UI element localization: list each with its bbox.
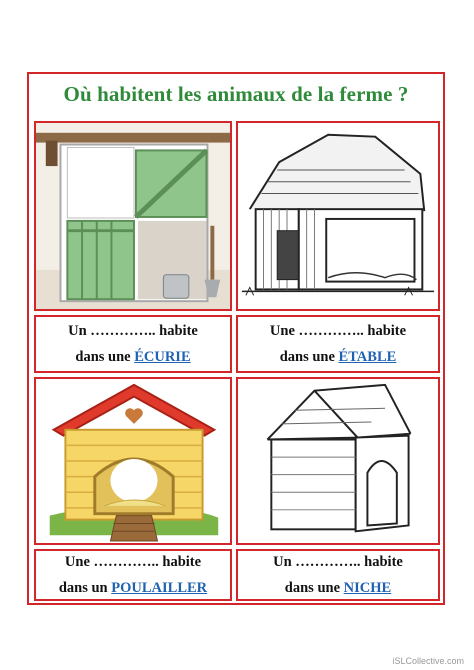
sentence-line-1: Une ………….. habite (64, 554, 202, 570)
barn-icon (238, 123, 438, 309)
sentence-line-2 (75, 344, 190, 370)
sentence-line-1: Une ………….. habite (269, 323, 407, 339)
vocab-link-etable[interactable]: ÉTABLE (338, 349, 397, 365)
worksheet-title: Où habitent les animaux de la ferme ? (63, 82, 409, 106)
henhouse-icon (36, 379, 230, 543)
sentence-line-2 (280, 344, 397, 370)
card-text-niche (236, 549, 440, 601)
sentence-line-1: Un ………….. habite (68, 323, 198, 339)
sentence-line-2 (59, 575, 207, 601)
card-text-etable (236, 315, 440, 373)
worksheet-frame (27, 72, 445, 605)
doghouse-icon (238, 379, 438, 543)
card-text-ecurie (34, 315, 232, 373)
vocab-link-ecurie[interactable]: ÉCURIE (134, 349, 191, 365)
card-text-poulailler (34, 549, 232, 601)
doghouse-image-cell (236, 377, 440, 545)
footer-watermark: iSLCollective.com (392, 656, 464, 666)
henhouse-image-cell (34, 377, 232, 545)
sentence-prefix: dans une (284, 580, 344, 596)
sentence-line-1: Un ………….. habite (273, 554, 403, 570)
vocab-link-poulailler[interactable]: POULAILLER (111, 580, 208, 596)
stable-image-cell (34, 121, 232, 311)
vocab-link-niche[interactable]: NICHE (343, 580, 392, 596)
sentence-prefix: dans une (75, 349, 135, 365)
barn-image-cell (236, 121, 440, 311)
sentence-line-2 (285, 575, 391, 601)
sentence-prefix: dans une (279, 349, 339, 365)
sentence-prefix: dans un (58, 580, 112, 596)
stable-door-icon (36, 123, 230, 309)
